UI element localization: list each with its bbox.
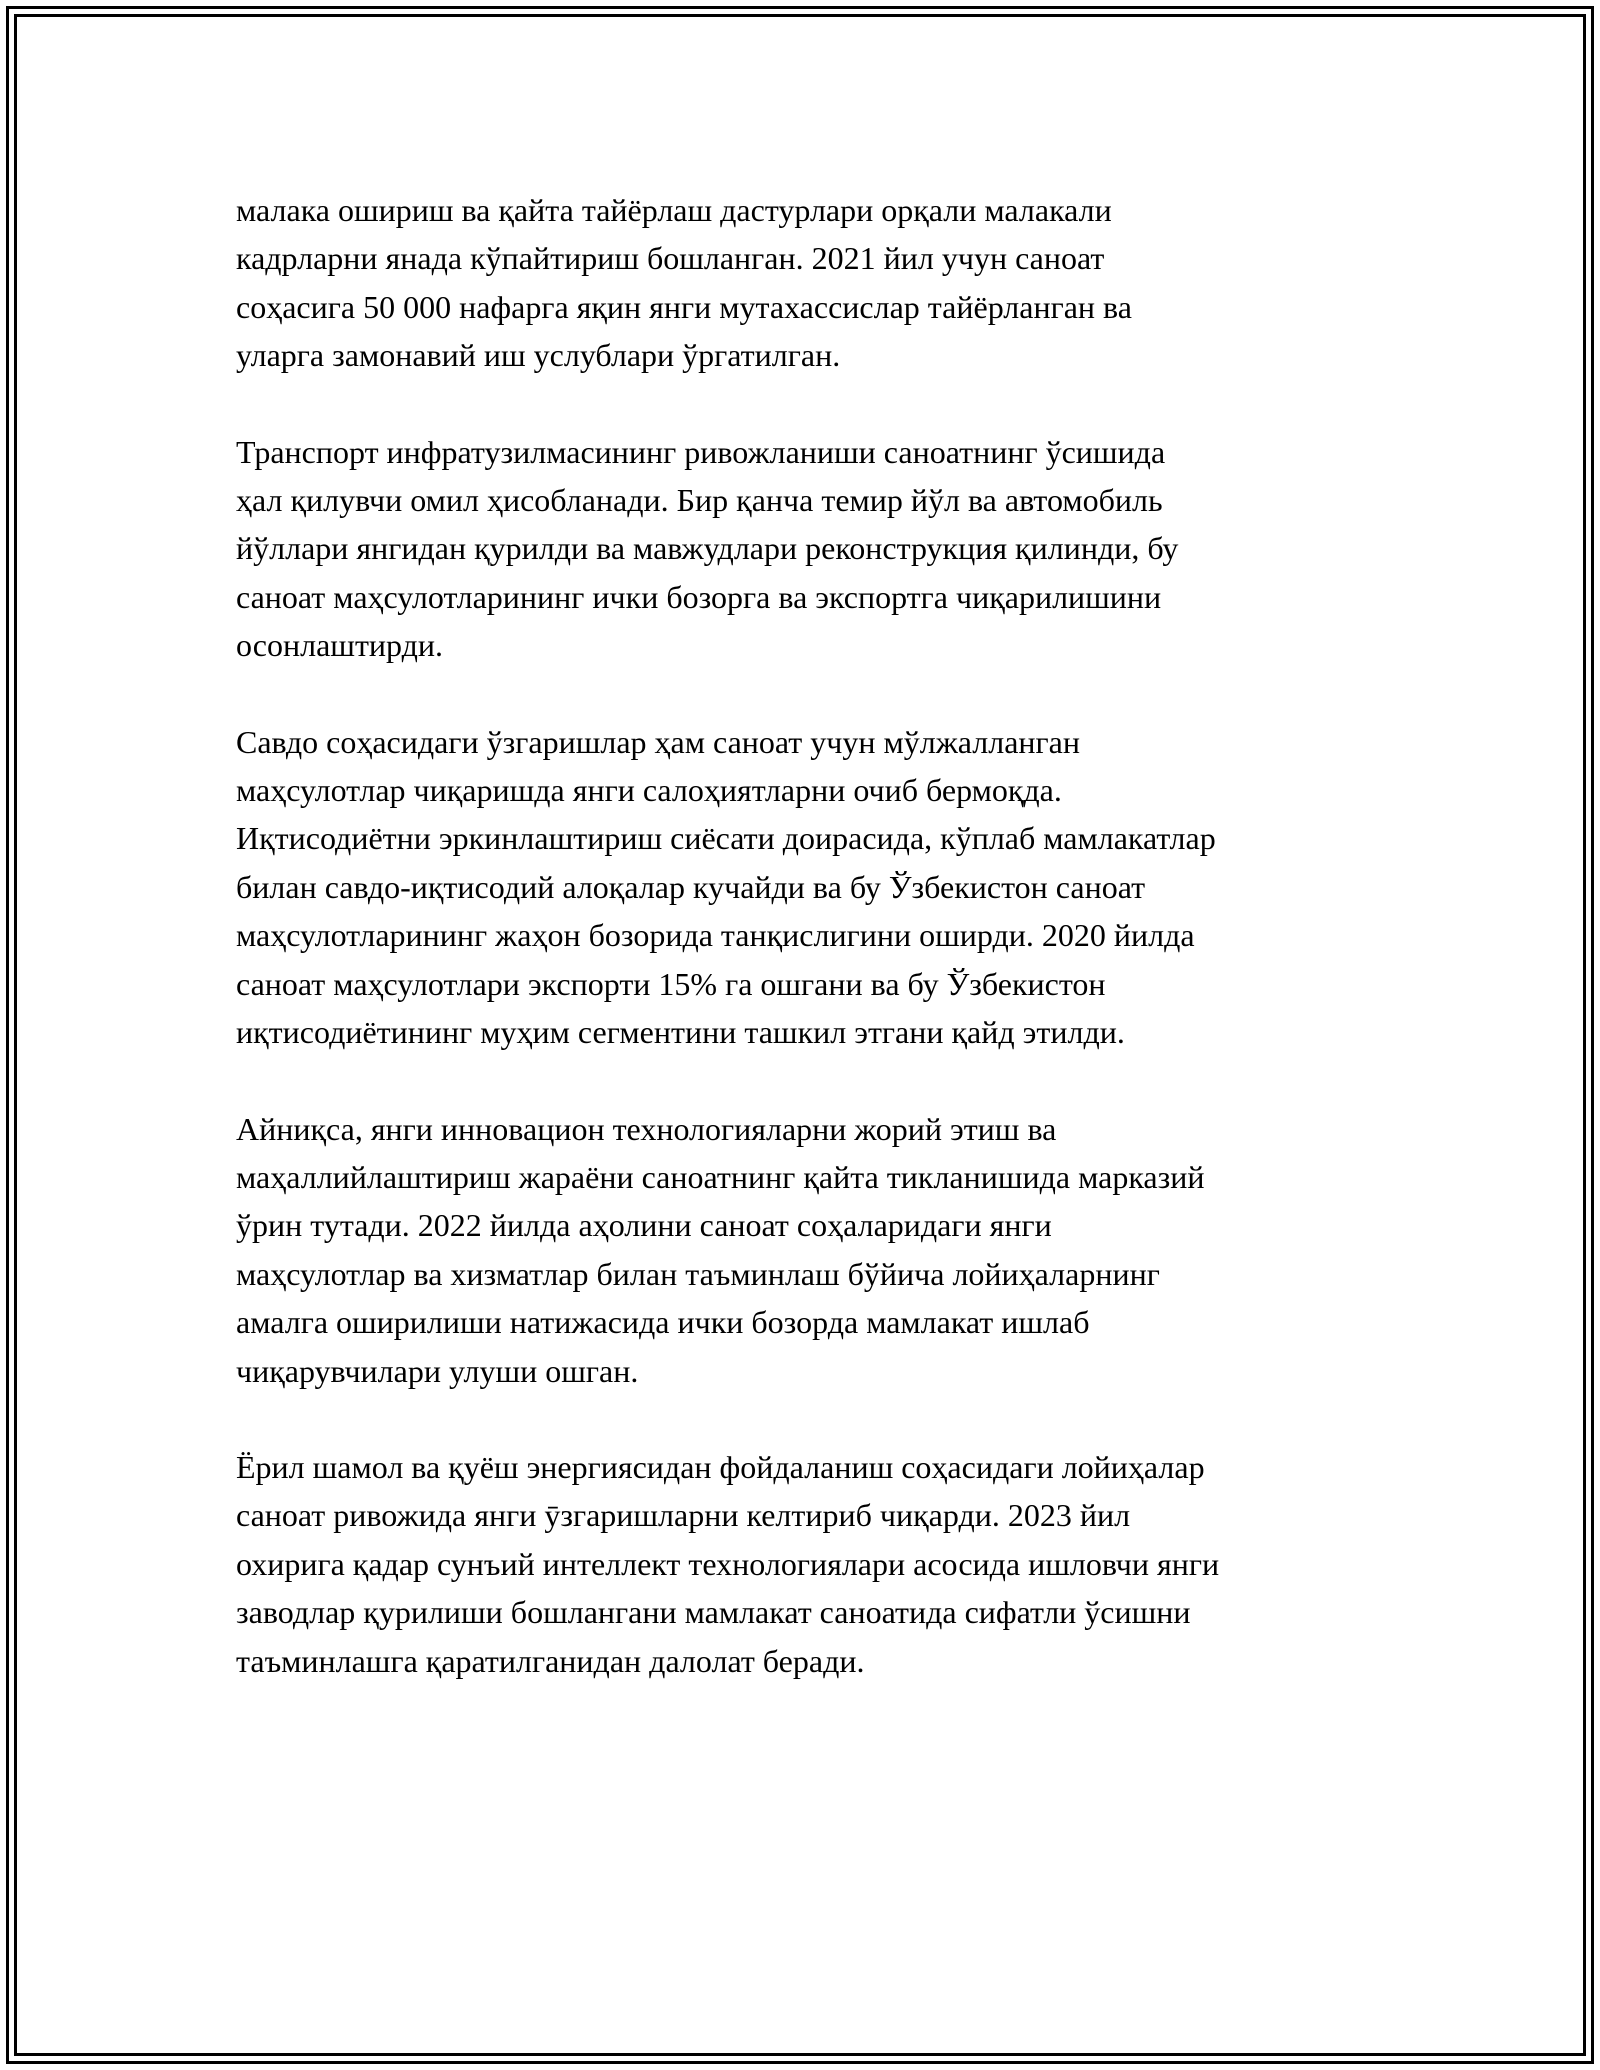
text-line: саноат ривожида янги ӯзгаришларни келтириб чиқарди. 2023 йил xyxy=(236,1497,1131,1534)
text-line: охирига қадар сунъий интеллект технологиялари асосида ишловчи янги xyxy=(236,1545,1220,1582)
text-line: соҳасига 50 000 нафарга яқин янги мутахассислар тайёрланган ва xyxy=(236,288,1132,325)
text-line: амалга оширилиши натижасида ички бозорда мамлакат ишлаб xyxy=(236,1304,1090,1341)
text-line: ҳал қилувчи омил ҳисобланади. Бир қанча темир йўл ва автомобиль xyxy=(236,482,1163,519)
text-line: Транспорт инфратузилмасининг ривожланиши саноатнинг ўсишида xyxy=(236,433,1166,470)
text-line: таъминлашга қаратилганидан далолат беради. xyxy=(236,1642,865,1679)
text-line: чиқарувчилари улуши ошган. xyxy=(236,1352,639,1389)
text-line: маҳсулотларининг жаҳон бозорида танқислигини оширди. 2020 йилда xyxy=(236,917,1195,954)
text-line: маҳаллийлаштириш жараёни саноатнинг қайта тикланишида марказий xyxy=(236,1158,1205,1195)
text-line: уларга замонавий иш услублари ўргатилган. xyxy=(236,337,841,374)
text-line: кадрларни янада кўпайтириш бошланган. 2021 йил учун саноат xyxy=(236,240,1105,277)
text-line: Айниқса, янги инновацион технологияларни жорий этиш ва xyxy=(236,1110,1057,1147)
paragraph-4 xyxy=(236,1105,1376,1395)
text-line: билан савдо-иқтисодий алоқалар кучайди ва бу Ўзбекистон саноат xyxy=(236,868,1146,905)
text-line: маҳсулотлар чиқаришда янги салоҳиятларни очиб бермоқда. xyxy=(236,772,1062,809)
text-line: маҳсулотлар ва хизматлар билан таъминлаш бўйича лойиҳаларнинг xyxy=(236,1255,1160,1292)
paragraph-1 xyxy=(236,186,1376,380)
text-line: йўллари янгидан қурилди ва мавжудлари реконструкция қилинди, бу xyxy=(236,530,1179,567)
text-line: саноат маҳсулотлари экспорти 15% га ошгани ва бу Ўзбекистон xyxy=(236,965,1106,1002)
paragraph-3 xyxy=(236,718,1376,1057)
text-line: Савдо соҳасидаги ўзгаришлар ҳам саноат учун мўлжалланган xyxy=(236,723,1080,760)
text-line: заводлар қурилиши бошлангани мамлакат саноатида сифатли ўсишни xyxy=(236,1594,1191,1631)
text-line: малака ошириш ва қайта тайёрлаш дастурлари орқали малакали xyxy=(236,192,1112,228)
paragraph-5 xyxy=(236,1443,1376,1685)
text-line: Ёрил шамол ва қуёш энергиясидан фойдаланиш соҳасидаги лойиҳалар xyxy=(236,1448,1205,1485)
text-line: ўрин тутади. 2022 йилда аҳолини саноат соҳаларидаги янги xyxy=(236,1207,1052,1244)
text-line: Иқтисодиётни эркинлаштириш сиёсати доирасида, кўплаб мамлакатлар xyxy=(236,820,1216,857)
text-line: саноат маҳсулотларининг ички бозорга ва экспортга чиқарилишини xyxy=(236,578,1162,615)
paragraph-2 xyxy=(236,428,1376,670)
text-line: иқтисодиётининг муҳим сегментини ташкил этгани қайд этилди. xyxy=(236,1014,1125,1051)
text-line: осонлаштирди. xyxy=(236,627,444,664)
document-body xyxy=(236,186,1376,1733)
